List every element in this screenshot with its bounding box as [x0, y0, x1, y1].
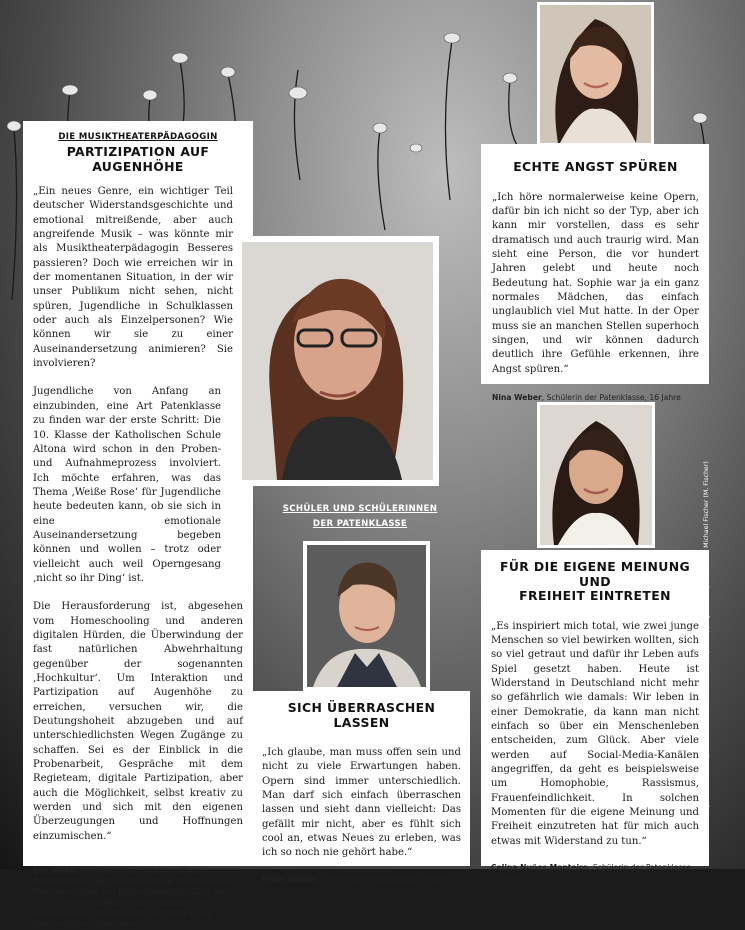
article-kicker: DIE MUSIKTHEATERPÄDAGOGIN	[58, 132, 218, 142]
author-name: Eva Binkle	[33, 866, 78, 876]
headline-line-1: FÜR DIE EIGENE MEINUNG UND	[499, 559, 691, 589]
article-headline	[33, 145, 243, 174]
portrait-milan-woehler	[303, 541, 430, 691]
headline-line-2: AUGENHÖHE	[92, 158, 184, 174]
quote-body: „Es inspiriert mich total, wie zwei junge Menschen so viel bewirken wollten, sich so viel getraut und dafür ihr Leben aufs Spiel gesetzt haben. Heute ist Widerstand in Deutschland nicht mehr so gefährlich wie damals: Wir leben in einer Demokratie, da kann man nicht einfach so über ein Menschenleben entscheiden, zum Glück. Aber viele werden auf Social-Media-Kanälen angegriffen, da geht es beispielsweise um Homophobie, Rassismus, Frauenfeindlichkeit. In solchen Momenten für die eigene Meinung und Freiheit einzutreten hat für mich auch etwas mit Widerstand zu tun.“	[491, 620, 699, 847]
portrait-nina-weber	[537, 2, 654, 146]
body-paragraph-3: Die Herausforderung ist, abgesehen vom Homeschooling und anderen digitalen Hürden, die Überwindung der fast natürlichen Abwehrhaltung gegenüber der sogenannten ‚Hochkultur‘. Um Interaktion und Partizipation auf Augenhöhe zu erreichen, versuchen wir, die Deutungshoheit abzugeben und auf unterschiedlichsten Wegen Zugänge zu schaffen. Sei es der Einblick in die Probenarbeit, Gespräche mit dem Regieteam, digitale Partizipation, aber auch die Möglichkeit, selbst kreativ zu werden und sich mit den eigenen Überzeugungen und Hoffnungen einzumischen.“	[33, 601, 243, 842]
article-headline: ECHTE ANGST SPÜREN	[513, 159, 678, 174]
author-credit	[33, 866, 243, 930]
student-info: , Schülerin der Patenklasse, 15 Jahre	[491, 863, 694, 883]
section-label-line-2: DER PATENKLASSE	[312, 519, 408, 529]
photo-credit: Fotos: Michael Haydn (E. Binkle), privat (Schüler der Patenklasse), Jörn Kipping (M.-O. Bjorkmanns), Michael Fischer (M. Fischer)	[703, 461, 710, 863]
article-body	[33, 185, 243, 844]
headline-line-1: PARTIZIPATION AUF	[66, 144, 210, 159]
portrait-celina-nunes-monteiro	[537, 402, 655, 548]
quote-body: „Ich glaube, man muss offen sein und nicht zu viele Erwartungen haben. Opern sind immer unterschiedlich. Man darf sich einfach überraschen lassen und sieht dann vielleicht: Das gefällt mir nicht, aber es fühlt sich cool an, etwas Neues zu erleben, was ich so noch nie gehört habe.“	[262, 747, 461, 859]
student-credit	[491, 863, 699, 884]
section-label-line-1: SCHÜLER UND SCHÜLERINNEN	[282, 504, 438, 514]
student-name: Milan Wöhler	[262, 874, 319, 884]
article-headline	[491, 560, 699, 604]
article-headline: SICH ÜBERRASCHEN LASSEN	[287, 700, 436, 730]
headline-line-2: FREIHEIT EINTRETEN	[519, 588, 671, 603]
article-card-celina	[481, 461, 710, 883]
author-bio: , geboren in Saarbrücken, Studium Orchestermusik mit Hauptfach Oboe, Masterstudium Musikvermittlung und Konzertpädagogik, 2013 bis 2015 Oboistin und Musiktheaterpädagogin am Saarländischen Staatstheater, seit 2015 an der Hamburgischen Staatsoper	[33, 866, 234, 929]
student-name: Celina Nuñes Monteiro	[491, 863, 589, 872]
student-name: Nina Weber	[492, 392, 542, 402]
article-card-nina	[481, 144, 709, 402]
portrait-eva-binkle	[236, 236, 439, 486]
article-card-musiktheaterpaedagogin	[23, 121, 253, 929]
section-label-patenklasse	[252, 502, 468, 532]
student-info: , Schülerin der Patenklasse, 16 Jahre	[541, 392, 681, 402]
student-credit	[262, 875, 461, 886]
student-info: , Schüler der Patenklasse, 16 Jahre	[318, 874, 451, 884]
body-paragraph-1: „Ein neues Genre, ein wichtiger Teil deutscher Widerstandsgeschichte und emotional mitreißende, aber auch angreifende Musik – was könnte mir als Musiktheaterpädagogin Besseres passieren? Doch wie erreichen wir in der momentanen Situation, in der wir unser Publikum nicht sehen, nicht spüren, Jugendliche in Schulklassen oder auch als Einzelpersonen? Wie können wir sie zu einer Auseinandersetzung animieren? Sie involvieren?	[33, 186, 233, 370]
article-card-milan	[252, 691, 470, 884]
body-paragraph-2: Jugendliche von Anfang an einzubinden, eine Art Patenklasse zu finden war der erste Schritt: Die 10. Klasse der Katholischen Schule Altona wird schon in den Proben- und Aufnahmeprozess involviert. Ich möchte erfahren, was das Thema ‚Weiße Rose‘ für Jugendliche heute bedeuten kann, ob sie sich in eine emotionale Auseinandersetzung begeben können und wollen – trotz oder vielleicht auch weil Operngesang ‚nicht so ihr Ding‘ ist.	[33, 386, 221, 584]
quote-body: „Ich höre normalerweise keine Opern, dafür bin ich nicht so der Typ, aber ich kann mir vorstellen, dass es sehr dramatisch und auch traurig wird. Man sieht eine Person, die vor hundert Jahren gelebt und heute noch Bedeutung hat. Sophie war ja ein ganz normales Mädchen, das einfach unglaublich viel Mut hatte. In der Oper muss sie an manchen Stellen superhoch singen, und wir können dadurch deutlich ihre Gefühle erkennen, ihre Angst spüren.“	[492, 191, 699, 375]
